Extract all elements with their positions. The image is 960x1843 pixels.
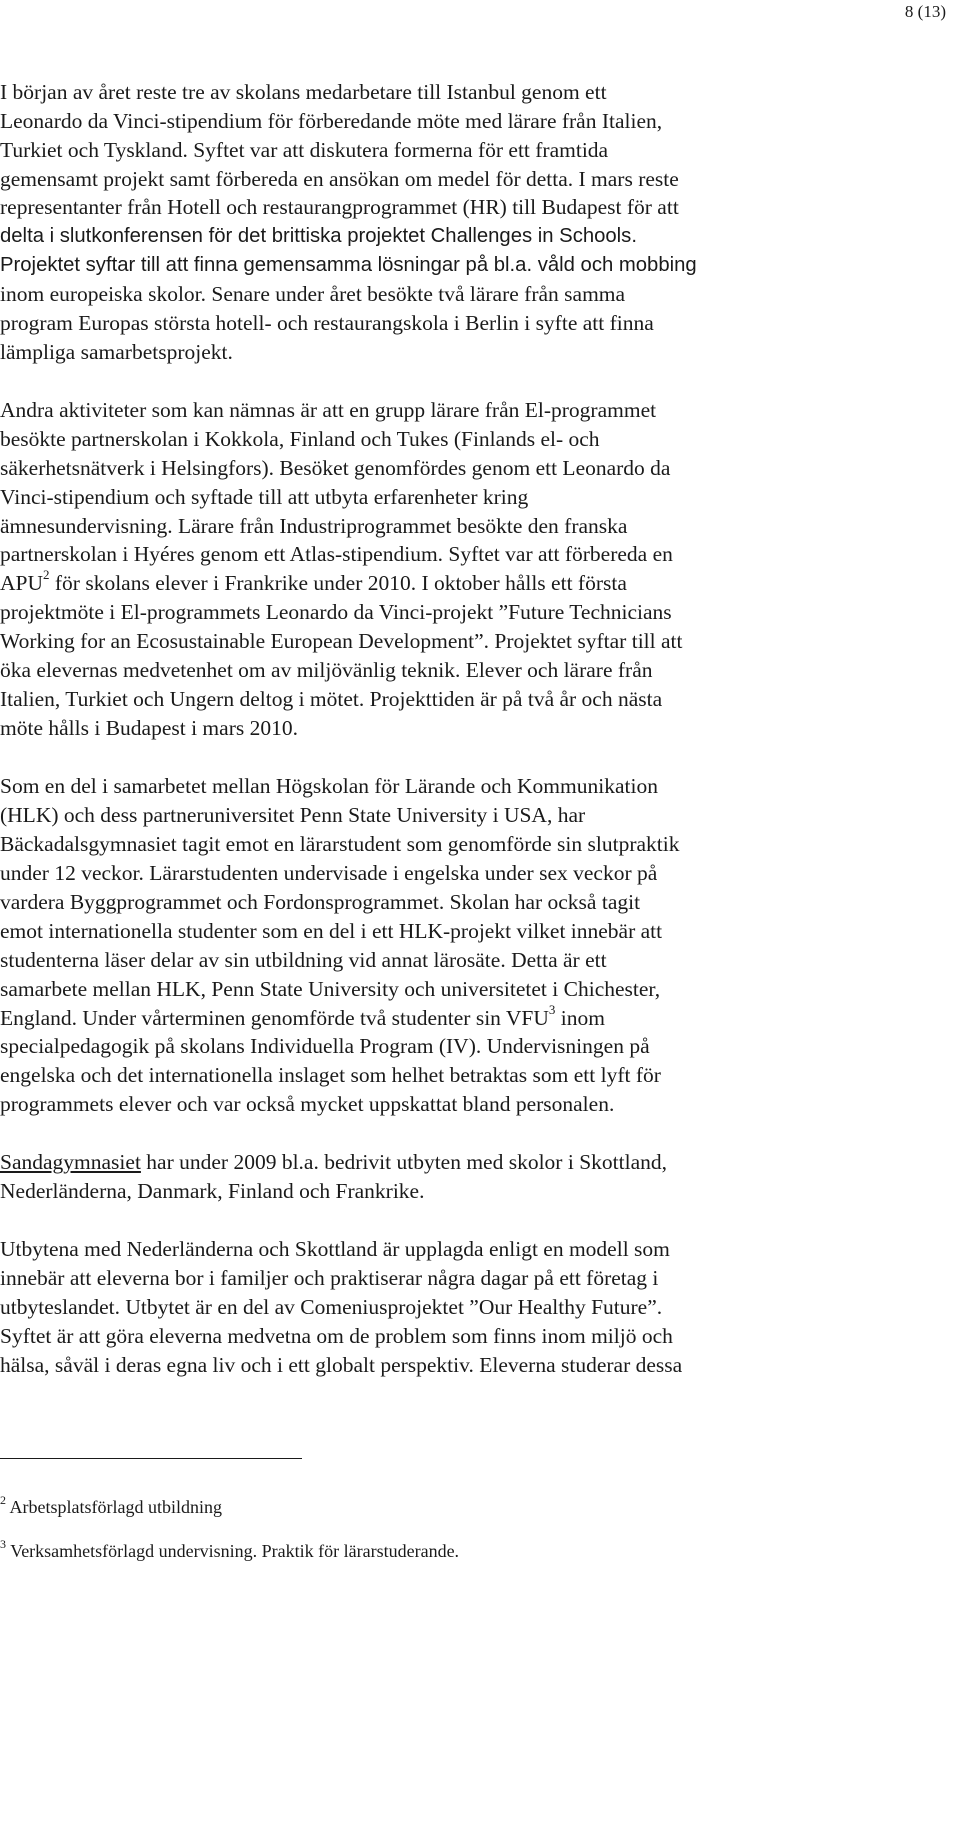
footnote-text: Verksamhetsförlagd undervisning. Praktik för lärarstuderande.: [10, 1541, 460, 1561]
line-text: lämpliga samarbetsprojekt.: [0, 340, 233, 364]
line-text: innebär att eleverna bor i familjer och praktiserar några dagar på ett företag i: [0, 1266, 659, 1290]
line-text: samarbete mellan HLK, Penn State University och universitetet i Chichester,: [0, 977, 661, 1001]
paragraph-line: [0, 714, 298, 742]
paragraph-line: [0, 888, 640, 916]
paragraph-line: [0, 772, 658, 800]
paragraph-line: [0, 1264, 658, 1292]
line-text: Som en del i samarbetet mellan Högskolan för Lärande och Kommunikation: [0, 774, 658, 798]
paragraph-line: [0, 859, 657, 887]
paragraph-line: [0, 1001, 605, 1032]
paragraph-line: [0, 309, 654, 337]
line-text: under 12 veckor. Lärarstudenten undervisade i engelska under sex veckor på: [0, 861, 658, 885]
line-text: APU: [0, 571, 44, 595]
paragraph-line: [0, 1148, 667, 1176]
line-text: Andra aktiviteter som kan nämnas är att en grupp lärare från El-programmet: [0, 398, 657, 422]
paragraph-line: [0, 540, 673, 568]
paragraph-line: [0, 685, 662, 713]
line-text: partnerskolan i Hyéres genom ett Atlas-stipendium. Syftet var att förbereda en: [0, 542, 673, 566]
paragraph-line: [0, 338, 233, 366]
footnote-3: [0, 1537, 460, 1562]
line-text: säkerhetsnätverk i Helsingfors). Besöket genomfördes genom ett Leonardo da: [0, 456, 671, 480]
paragraph-line: [0, 425, 600, 453]
paragraph-line: [0, 483, 528, 511]
line-text: representanter från Hotell och restaurangprogrammet (HR) till Budapest för att: [0, 195, 679, 219]
paragraph-line: [0, 396, 656, 424]
line-text-continued: inom: [555, 1006, 605, 1030]
paragraph-line: [0, 1177, 424, 1205]
footnote-number: 2: [0, 1493, 6, 1507]
paragraph-line: [0, 1032, 650, 1060]
line-text: (HLK) och dess partneruniversitet Penn State University i USA, har: [0, 803, 586, 827]
line-text: öka elevernas medvetenhet om av miljövänlig teknik. Elever och lärare från: [0, 658, 653, 682]
paragraph-line: [0, 830, 679, 858]
line-text: programmets elever och var också mycket uppskattat bland personalen.: [0, 1092, 615, 1116]
underlined-school-name: Sandagymnasiet: [0, 1150, 141, 1174]
line-text: program Europas största hotell- och restaurangskola i Berlin i syfte att finna: [0, 311, 654, 335]
paragraph-line: [0, 222, 637, 250]
line-text: Italien, Turkiet och Ungern deltog i mötet. Projekttiden är på två år och nästa: [0, 687, 663, 711]
line-text: besökte partnerskolan i Kokkola, Finland och Tukes (Finlands el- och: [0, 427, 600, 451]
footnote-reference: 3: [548, 1001, 556, 1017]
line-text: England. Under vårterminen genomförde två studenter sin VFU: [0, 1006, 549, 1030]
line-text-continued: för skolans elever i Frankrike under 2010. I oktober hålls ett första: [49, 571, 627, 595]
paragraph-line: [0, 78, 607, 106]
page-number: 8 (13): [904, 2, 946, 21]
paragraph-line: [0, 1061, 661, 1089]
paragraph-line: [0, 1235, 670, 1263]
paragraph-line: [0, 656, 653, 684]
line-text: gemensamt projekt samt förbereda en ansökan om medel för detta. I mars reste: [0, 167, 679, 191]
line-text: Working for an Ecosustainable European Development”. Projektet syftar till att: [0, 629, 683, 653]
line-text: Turkiet och Tyskland. Syftet var att diskutera formerna för ett framtida: [0, 138, 609, 162]
paragraph-line: [0, 512, 627, 540]
paragraph-line: [0, 165, 679, 193]
line-text: Projektet syftar till att finna gemensamma lösningar på bl.a. våld och mobbing: [0, 254, 697, 276]
line-text: Nederländerna, Danmark, Finland och Frankrike.: [0, 1179, 425, 1203]
paragraph-line: [0, 1090, 614, 1118]
line-text: möte hålls i Budapest i mars 2010.: [0, 716, 298, 740]
paragraph-line: [0, 136, 608, 164]
paragraph-line: [0, 975, 660, 1003]
footnote-number: 3: [0, 1537, 6, 1551]
paragraph-line: [0, 1293, 662, 1321]
paragraph-line: [0, 627, 682, 655]
line-text: Bäckadalsgymnasiet tagit emot en lärarstudent som genomförde sin slutpraktik: [0, 832, 680, 856]
paragraph-line: [0, 193, 679, 221]
line-text: utbyteslandet. Utbytet är en del av Comeniusprojektet ”Our Healthy Future”.: [0, 1295, 663, 1319]
line-text: engelska och det internationella inslaget som helhet betraktas som ett lyft för: [0, 1063, 661, 1087]
paragraph-line: [0, 1322, 673, 1350]
line-text: emot internationella studenter som en del i ett HLK-projekt vilket innebär att: [0, 919, 663, 943]
paragraph-line: [0, 251, 697, 279]
paragraph-line: [0, 946, 607, 974]
footnote-reference: 2: [43, 566, 50, 582]
line-text-continued: har under 2009 bl.a. bedrivit utbyten med skolor i Skottland,: [140, 1150, 667, 1174]
line-text: studenterna läser delar av sin utbildning vid annat lärosäte. Detta är ett: [0, 948, 607, 972]
line-text: delta i slutkonferensen för det brittiska projektet Challenges in Schools.: [0, 225, 637, 247]
line-text: I början av året reste tre av skolans medarbetare till Istanbul genom ett: [0, 80, 607, 104]
line-text: Leonardo da Vinci-stipendium för förberedande möte med lärare från Italien,: [0, 109, 663, 133]
paragraph-line: [0, 1351, 682, 1379]
footnote-separator: [0, 1458, 302, 1459]
line-text: Utbytena med Nederländerna och Skottland är upplagda enligt en modell som: [0, 1237, 670, 1261]
paragraph-line: [0, 454, 670, 482]
paragraph-line: [0, 801, 585, 829]
line-text: specialpedagogik på skolans Individuella Program (IV). Undervisningen på: [0, 1034, 650, 1058]
paragraph-line: [0, 280, 625, 308]
line-text: hälsa, såväl i deras egna liv och i ett globalt perspektiv. Eleverna studerar dessa: [0, 1353, 683, 1377]
footnote-text: Arbetsplatsförlagd utbildning: [9, 1497, 222, 1517]
line-text: projektmöte i El-programmets Leonardo da Vinci-projekt ”Future Technicians: [0, 600, 672, 624]
line-text: Syftet är att göra eleverna medvetna om de problem som finns inom miljö och: [0, 1324, 673, 1348]
line-text: Vinci-stipendium och syftade till att utbyta erfarenheter kring: [0, 485, 529, 509]
footnote-2: [0, 1493, 222, 1518]
line-text: ämnesundervisning. Lärare från Industriprogrammet besökte den franska: [0, 514, 628, 538]
line-text: inom europeiska skolor. Senare under året besökte två lärare från samma: [0, 282, 626, 306]
paragraph-line: [0, 107, 662, 135]
paragraph-line: [0, 917, 662, 945]
line-text: vardera Byggprogrammet och Fordonsprogrammet. Skolan har också tagit: [0, 890, 641, 914]
paragraph-line: [0, 566, 627, 597]
paragraph-line: [0, 598, 672, 626]
